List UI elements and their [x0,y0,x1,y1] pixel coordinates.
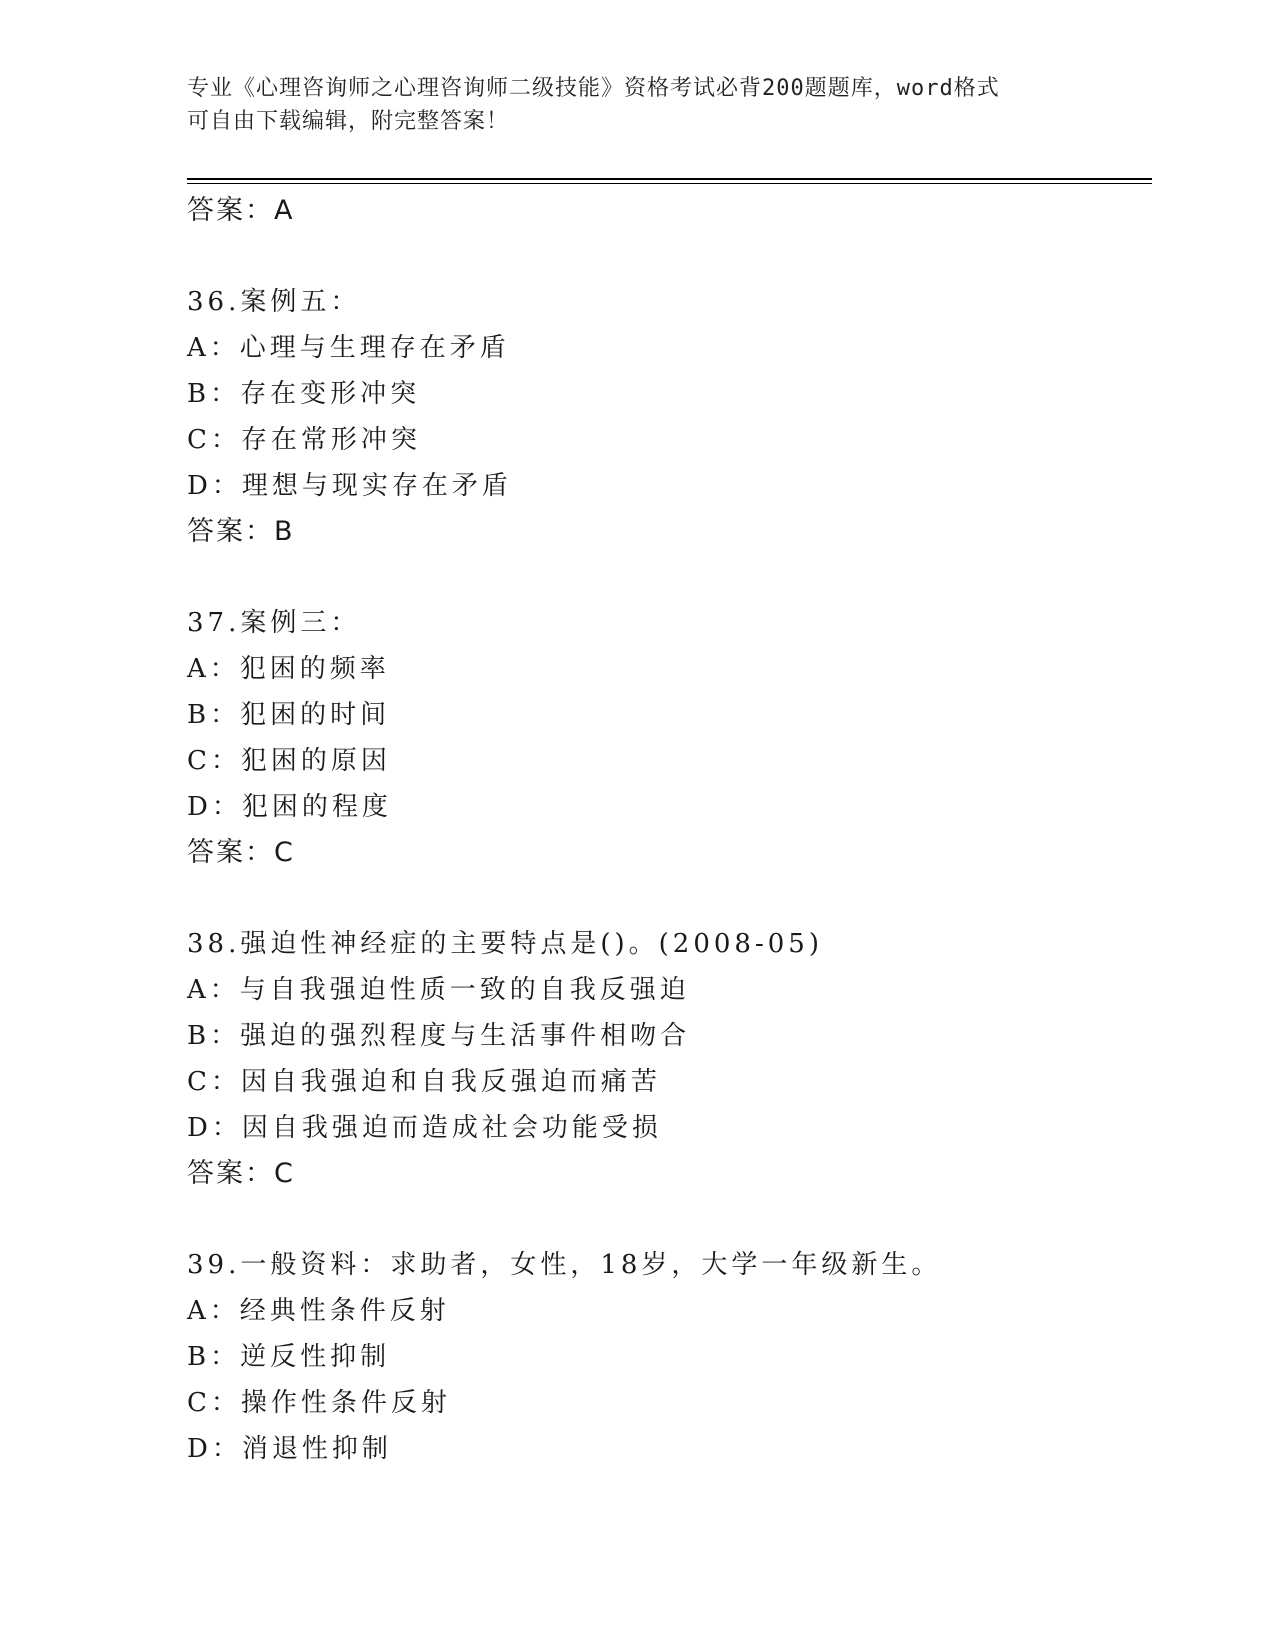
option-d: D：因自我强迫而造成社会功能受损 [187,1113,662,1143]
spacer [187,876,1152,921]
question-stem: 37.案例三： [187,608,361,638]
option-c: C：操作性条件反射 [187,1388,451,1418]
option-b: B：逆反性抑制 [187,1342,391,1372]
answer-line: 答案：C [187,837,295,868]
document-header [187,72,1087,138]
option-a: A：心理与生理存在矛盾 [187,333,510,363]
question-block [187,921,1152,1197]
option-b: B：存在变形冲突 [187,379,421,409]
answer-line: 答案：C [187,1158,295,1189]
option-d: D：消退性抑制 [187,1434,392,1464]
spacer [187,555,1152,600]
answer-line: 答案：B [187,516,295,547]
option-c: C：存在常形冲突 [187,425,421,455]
question-stem: 38.强迫性神经症的主要特点是()。(2008-05) [187,929,823,959]
option-c: C：犯困的原因 [187,746,391,776]
option-d: D：理想与现实存在矛盾 [187,471,512,501]
question-block [187,600,1152,876]
question-block [187,279,1152,555]
question-stem: 36.案例五： [187,287,361,317]
answer-line: 答案：A [187,195,295,226]
option-c: C：因自我强迫和自我反强迫而痛苦 [187,1067,661,1097]
option-b: B：犯困的时间 [187,700,391,730]
header-divider-thin [187,183,1152,184]
option-a: A：经典性条件反射 [187,1296,450,1326]
header-line-2: 可自由下载编辑，附完整答案！ [187,109,510,134]
question-list [187,188,1152,1472]
question-block [187,1242,1152,1472]
spacer [187,234,1152,279]
header-line-1: 专业《心理咨询师之心理咨询师二级技能》资格考试必背200题题库，word格式 [187,76,1000,101]
question-stem: 39.一般资料：求助者，女性，18岁，大学一年级新生。 [187,1250,942,1280]
option-d: D：犯困的程度 [187,792,392,822]
option-a: A：与自我强迫性质一致的自我反强迫 [187,975,690,1005]
option-b: B：强迫的强烈程度与生活事件相吻合 [187,1021,691,1051]
header-divider-thick [187,178,1152,180]
option-a: A：犯困的频率 [187,654,390,684]
spacer [187,1197,1152,1242]
